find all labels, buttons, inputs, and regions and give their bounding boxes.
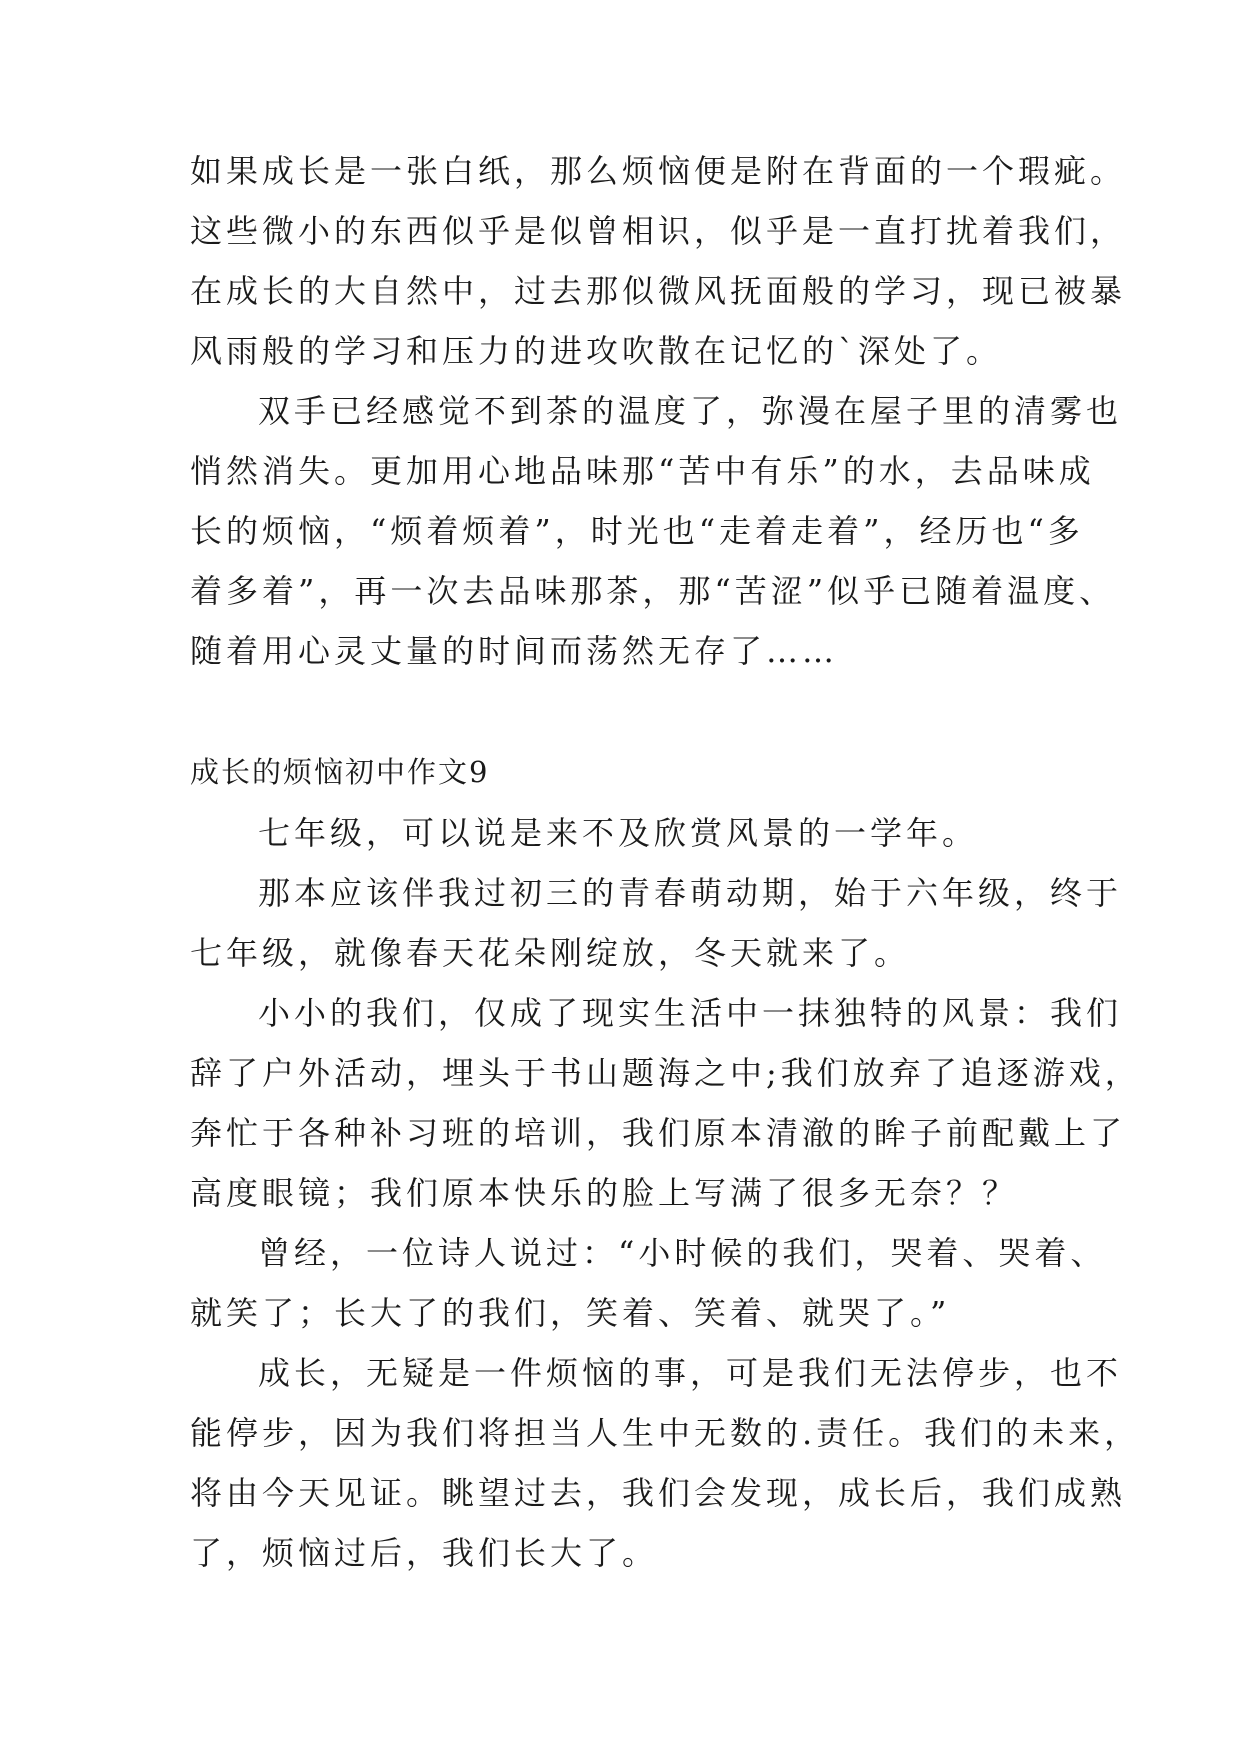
paragraph-line: 高度眼镜；我们原本快乐的脸上写满了很多无奈？？ — [190, 1174, 1019, 1212]
paragraph-line: 双手已经感觉不到茶的温度了，弥漫在屋子里的清雾也 — [258, 392, 1123, 430]
paragraph-line: 风雨般的学习和压力的进攻吹散在记忆的`深处了。 — [190, 332, 1003, 370]
paragraph-line: 悄然消失。更加用心地品味那“苦中有乐”的水，去品味成 — [190, 452, 1095, 490]
paragraph-line: 曾经，一位诗人说过：“小时候的我们，哭着、哭着、 — [258, 1234, 1107, 1272]
paragraph-line: 七年级，就像春天花朵刚绽放，冬天就来了。 — [190, 934, 911, 972]
paragraph-line: 长的烦恼，“烦着烦着”，时光也“走着走着”，经历也“多 — [190, 512, 1084, 550]
paragraph-line: 如果成长是一张白纸，那么烦恼便是附在背面的一个瑕疵。 — [190, 152, 1127, 190]
paragraph-line: 将由今天见证。眺望过去，我们会发现，成长后，我们成熟 — [190, 1474, 1127, 1512]
paragraph-line: 能停步，因为我们将担当人生中无数的.责任。我们的未来， — [190, 1414, 1141, 1452]
paragraph-line: 辞了户外活动，埋头于书山题海之中;我们放弃了追逐游戏， — [190, 1054, 1141, 1092]
paragraph-line: 七年级，可以说是来不及欣赏风景的一学年。 — [258, 814, 979, 852]
paragraph-line: 这些微小的东西似乎是似曾相识，似乎是一直打扰着我们， — [190, 212, 1127, 250]
paragraph-line: 随着用心灵丈量的时间而荡然无存了…… — [190, 632, 839, 670]
paragraph-line: 就笑了；长大了的我们，笑着、笑着、就哭了。” — [190, 1294, 951, 1332]
paragraph-line: 着多着”，再一次去品味那茶，那“苦涩”似乎已随着温度、 — [190, 572, 1116, 610]
paragraph-line: 成长，无疑是一件烦恼的事，可是我们无法停步，也不 — [258, 1354, 1123, 1392]
paragraph-line: 小小的我们，仅成了现实生活中一抹独特的风景：我们 — [258, 994, 1123, 1032]
paragraph-line: 了，烦恼过后，我们长大了。 — [190, 1534, 659, 1572]
section-title: 成长的烦恼初中作文9 — [190, 755, 490, 789]
paragraph-line: 奔忙于各种补习班的培训，我们原本清澈的眸子前配戴上了 — [190, 1114, 1127, 1152]
paragraph-line: 在成长的大自然中，过去那似微风抚面般的学习，现已被暴 — [190, 272, 1127, 310]
paragraph-line: 那本应该伴我过初三的青春萌动期，始于六年级，终于 — [258, 874, 1123, 912]
